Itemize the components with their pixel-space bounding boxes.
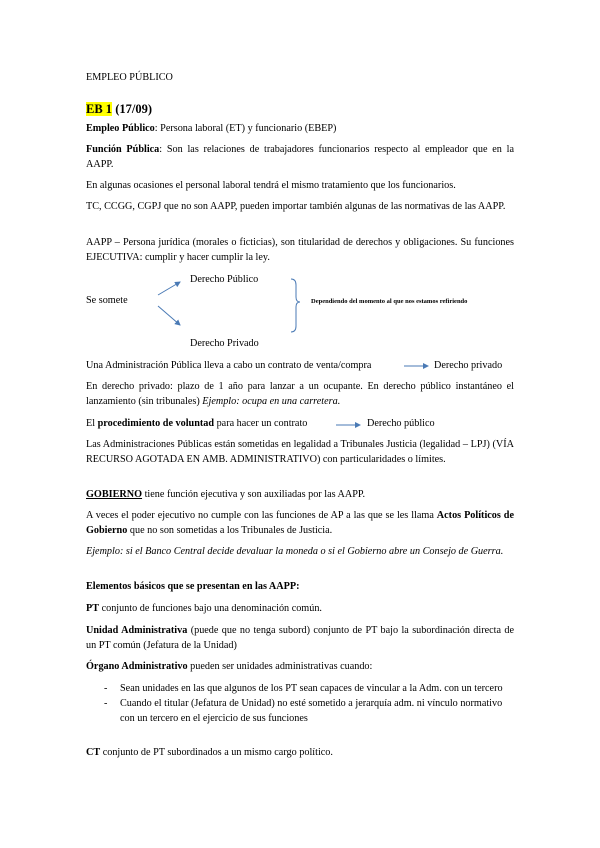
term-organo-administrativo: Órgano Administrativo [86, 661, 188, 672]
term-ct: CT [86, 747, 101, 758]
text-procedimiento-pre: El [86, 418, 98, 429]
diagram-bottom-label: Derecho Privado [190, 338, 259, 349]
text-procedimiento-rest: para hacer un contrato [214, 418, 308, 429]
term-elementos-basicos: Elementos básicos que se presentan en las AAPP: [86, 581, 300, 592]
example-banco-central: Ejemplo: si el Banco Central decide devaluar la moneda o si el Gobierno abre un Consejo de Guerra. [86, 546, 504, 557]
example-ocupa: Ejemplo: ocupa en una carretera. [202, 395, 341, 407]
term-gobierno: GOBIERNO [86, 489, 143, 500]
diagram-left-label: Se somete [86, 295, 128, 306]
paragraph-procedimiento [86, 417, 307, 432]
paragraph-tc-ccgg: TC, CCGG, CGPJ que no son AAPP, pueden importar también algunas de las normativas de las AAPP. [86, 201, 506, 212]
diagram-note: Dependiendo del momento al que nos estamos refiriendo [311, 298, 468, 305]
result-derecho-publico: Derecho público [367, 418, 435, 429]
paragraph-organo-administrativo [86, 660, 514, 675]
diagram-top-label: Derecho Público [190, 274, 259, 285]
text-actos-pre: A veces el poder ejecutivo no cumple con las funciones de AP a las que se les llama [86, 510, 437, 521]
paragraph-tribunales: Las Administraciones Públicas están sometidas en legalidad a Tribunales Justicia (legalidad – LPJ) (VÍA RECURSO AGOTADA EN AMB. ADMINISTRATIVO) con particularidades o límites. [86, 439, 514, 465]
heading-elementos-basicos [86, 580, 514, 595]
text-plazo: En derecho privado: plazo de 1 año para lanzar a un ocupante. En derecho público instantáneo el lanzamiento (sin tribunales) [86, 381, 514, 407]
arrow-to-derecho-publico [158, 282, 180, 295]
paragraph-unidad-administrativa [86, 624, 514, 654]
text-actos-rest: que no son sometidas a los Tribunales de Justicia. [127, 524, 333, 536]
text-funcion-publica: : Son las relaciones de trabajadores funcionarios respecto al empleador que en la AAPP. [86, 144, 514, 170]
paragraph-personal-laboral: En algunas ocasiones el personal laboral tendrá el mismo tratamiento que los funcionarios. [86, 180, 456, 191]
paragraph-ct [86, 746, 514, 761]
text-gobierno: tiene función ejecutiva y son auxiliadas por las AAPP. [142, 489, 365, 500]
paragraph-actos-politicos [86, 509, 514, 539]
term-pt: PT [86, 603, 100, 614]
section-label: EB 1 [86, 102, 113, 116]
bullet-marker: - [104, 697, 108, 709]
bullet-list [86, 682, 514, 726]
text-empleo-publico: : Persona laboral (ET) y funcionario (EBEP) [154, 123, 337, 134]
term-empleo-publico: Empleo Público [86, 123, 155, 134]
arrow-to-derecho-privado [158, 306, 180, 325]
text-pt: conjunto de funciones bajo una denominación común. [99, 603, 322, 614]
paragraph-gobierno [86, 488, 514, 503]
paragraph-derecho-privado-plazo [86, 380, 514, 410]
text-unidad-administrativa: (puede que no tenga subord) conjunto de PT bajo la subordinación directa de un PT común (Jefatura de la Unidad) [86, 625, 514, 651]
paragraph-contrato-venta: Una Administración Pública lleva a cabo un contrato de venta/compra [86, 360, 372, 371]
paragraph-pt [86, 602, 514, 617]
result-derecho-privado: Derecho privado [434, 360, 503, 371]
list-item [86, 697, 514, 727]
paragraph-aapp: AAPP – Persona jurídica (morales o ficticias), son titularidad de derechos y obligaciones. Su funciones EJECUTIVA: cumplir y hacer cumplir la ley. [86, 237, 514, 263]
text-organo-administrativo: pueden ser unidades administrativas cuando: [187, 661, 373, 672]
section-date: (17/09) [115, 102, 152, 116]
term-procedimiento: procedimiento de voluntad [97, 418, 215, 429]
term-funcion-publica: Función Pública [86, 144, 160, 155]
list-item [86, 682, 514, 697]
term-unidad-administrativa: Unidad Administrativa [86, 625, 188, 636]
document-title: EMPLEO PÚBLICO [86, 72, 173, 83]
paragraph-ejemplo-banco [86, 545, 514, 560]
term-actos-politicos: Actos Políticos de Gobierno [86, 510, 514, 536]
bracket [291, 279, 300, 332]
text-ct: conjunto de PT subordinados a un mismo cargo político. [100, 747, 333, 758]
bullet-text: Cuando el titular (Jefatura de Unidad) no esté sometido a jerarquía adm. ni vínculo normativo con un tercero en el ejercicio de sus funciones [120, 697, 503, 724]
bullet-marker: - [104, 683, 108, 694]
bullet-text: Sean unidades en las que algunos de los PT sean capaces de vincular a la Adm. con un tercero [120, 683, 503, 694]
